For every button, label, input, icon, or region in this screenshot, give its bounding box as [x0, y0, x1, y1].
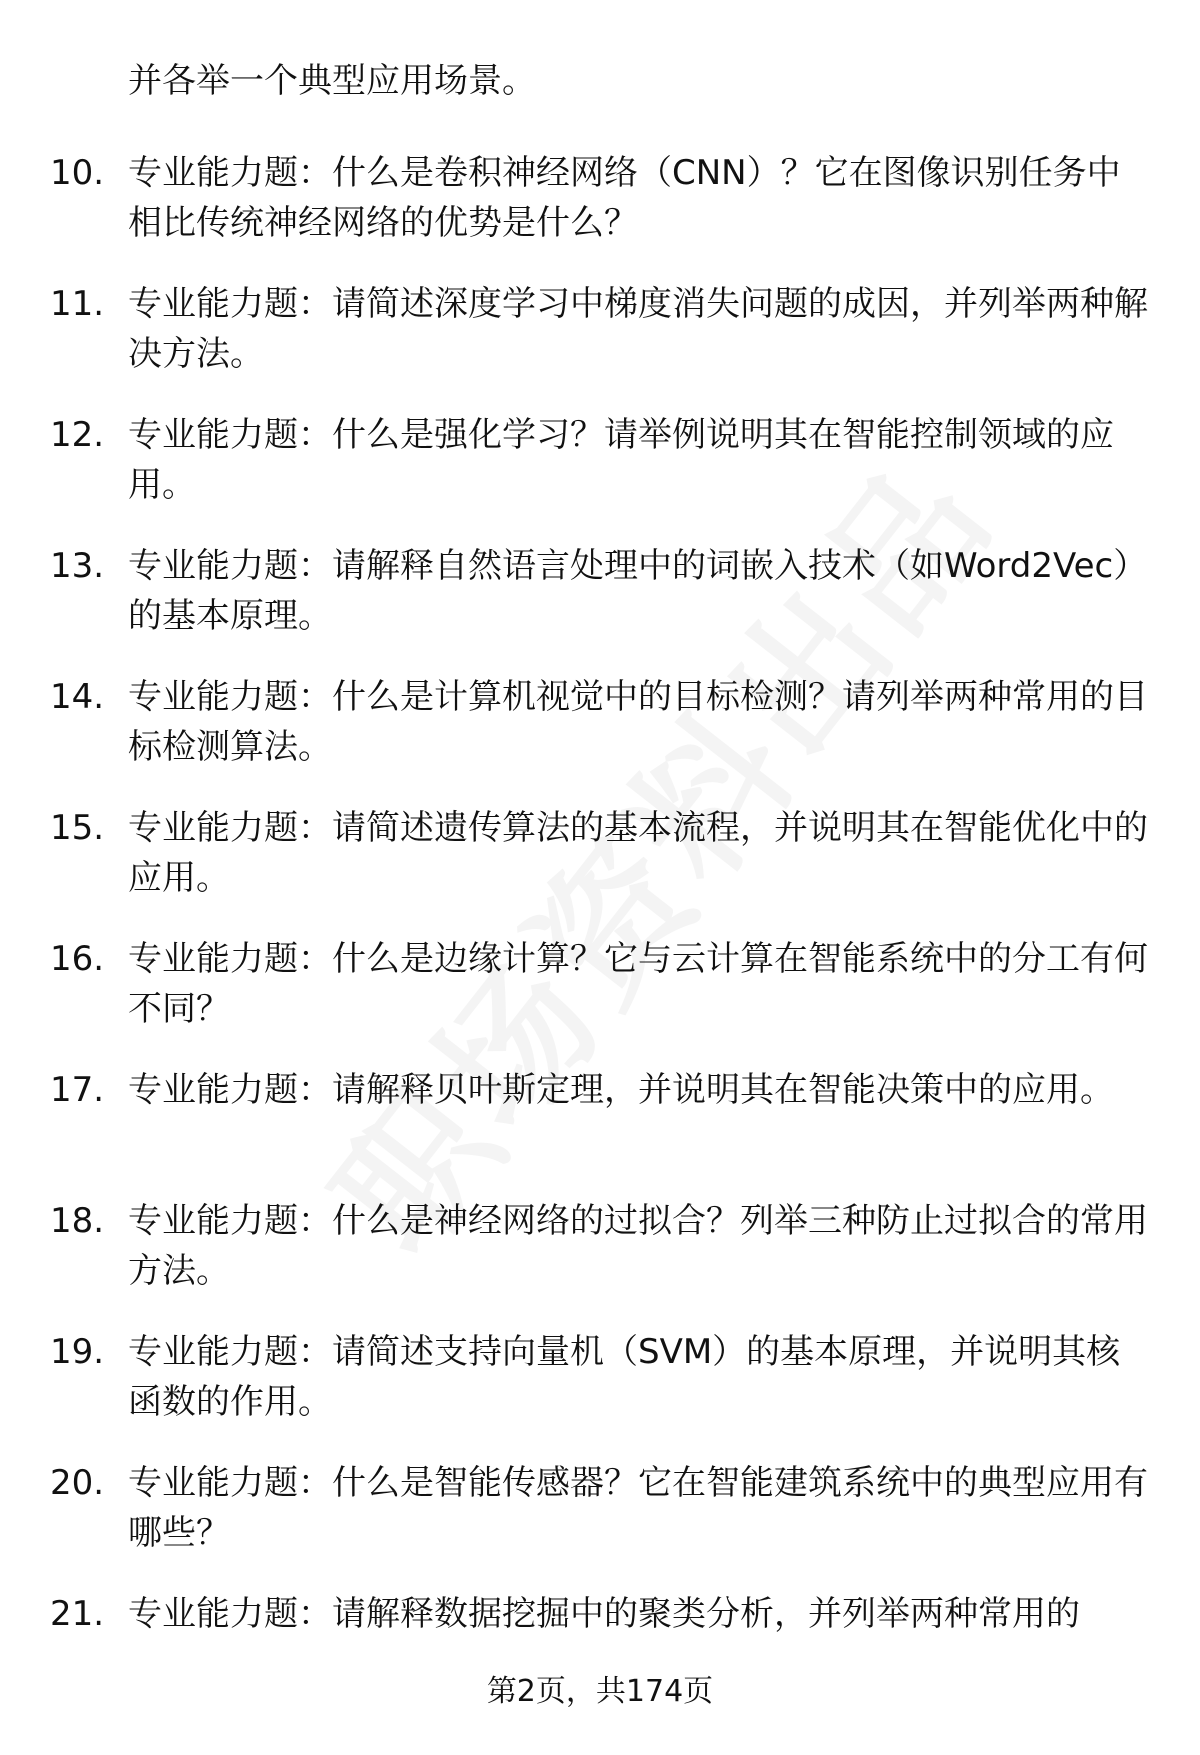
question-number: 16.	[50, 939, 105, 979]
question-number: 19.	[50, 1332, 105, 1372]
question-text: 专业能力题：请简述遗传算法的基本流程，并说明其在智能优化中的应用。	[128, 808, 1148, 898]
question-number: 18.	[50, 1201, 105, 1241]
page-footer: 第2页，共174页	[486, 1674, 714, 1709]
question-continuation-text: 并各举一个典型应用场景。	[128, 61, 536, 101]
question-number: 17.	[50, 1070, 105, 1110]
question-item	[0, 1458, 1200, 1589]
question-item	[0, 279, 1200, 410]
question-text: 专业能力题：什么是卷积神经网络（CNN）？它在图像识别任务中相比传统神经网络的优势是什么？	[128, 153, 1121, 243]
question-item	[0, 410, 1200, 541]
question-text: 专业能力题：请简述支持向量机（SVM）的基本原理，并说明其核函数的作用。	[128, 1332, 1121, 1422]
question-item	[0, 934, 1200, 1065]
question-text: 专业能力题：什么是神经网络的过拟合？列举三种防止过拟合的常用方法。	[128, 1201, 1148, 1291]
question-text: 专业能力题：什么是计算机视觉中的目标检测？请列举两种常用的目标检测算法。	[128, 677, 1148, 767]
question-item	[0, 1196, 1200, 1327]
question-number: 15.	[50, 808, 105, 848]
question-text: 专业能力题：请解释贝叶斯定理，并说明其在智能决策中的应用。	[128, 1070, 1114, 1110]
question-number: 13.	[50, 546, 105, 586]
question-item	[0, 148, 1200, 279]
question-number: 11.	[50, 284, 105, 324]
question-number: 14.	[50, 677, 105, 717]
question-item	[0, 1327, 1200, 1458]
question-item	[0, 541, 1200, 672]
question-number: 20.	[50, 1463, 105, 1503]
question-number: 10.	[50, 153, 105, 193]
question-item	[0, 672, 1200, 803]
question-item	[0, 803, 1200, 934]
question-text: 专业能力题：什么是边缘计算？它与云计算在智能系统中的分工有何不同？	[128, 939, 1148, 1029]
question-item	[0, 1065, 1200, 1196]
question-number: 21.	[50, 1594, 105, 1634]
question-text: 专业能力题：请解释自然语言处理中的词嵌入技术（如Word2Vec）的基本原理。	[128, 546, 1148, 636]
question-number: 12.	[50, 415, 105, 455]
question-text: 专业能力题：什么是智能传感器？它在智能建筑系统中的典型应用有哪些？	[128, 1463, 1148, 1553]
question-text: 专业能力题：请简述深度学习中梯度消失问题的成因，并列举两种解决方法。	[128, 284, 1148, 374]
question-text: 专业能力题：什么是强化学习？请举例说明其在智能控制领域的应用。	[128, 415, 1114, 505]
question-text: 专业能力题：请解释数据挖掘中的聚类分析，并列举两种常用的	[128, 1594, 1080, 1634]
question-list	[0, 148, 1200, 1720]
